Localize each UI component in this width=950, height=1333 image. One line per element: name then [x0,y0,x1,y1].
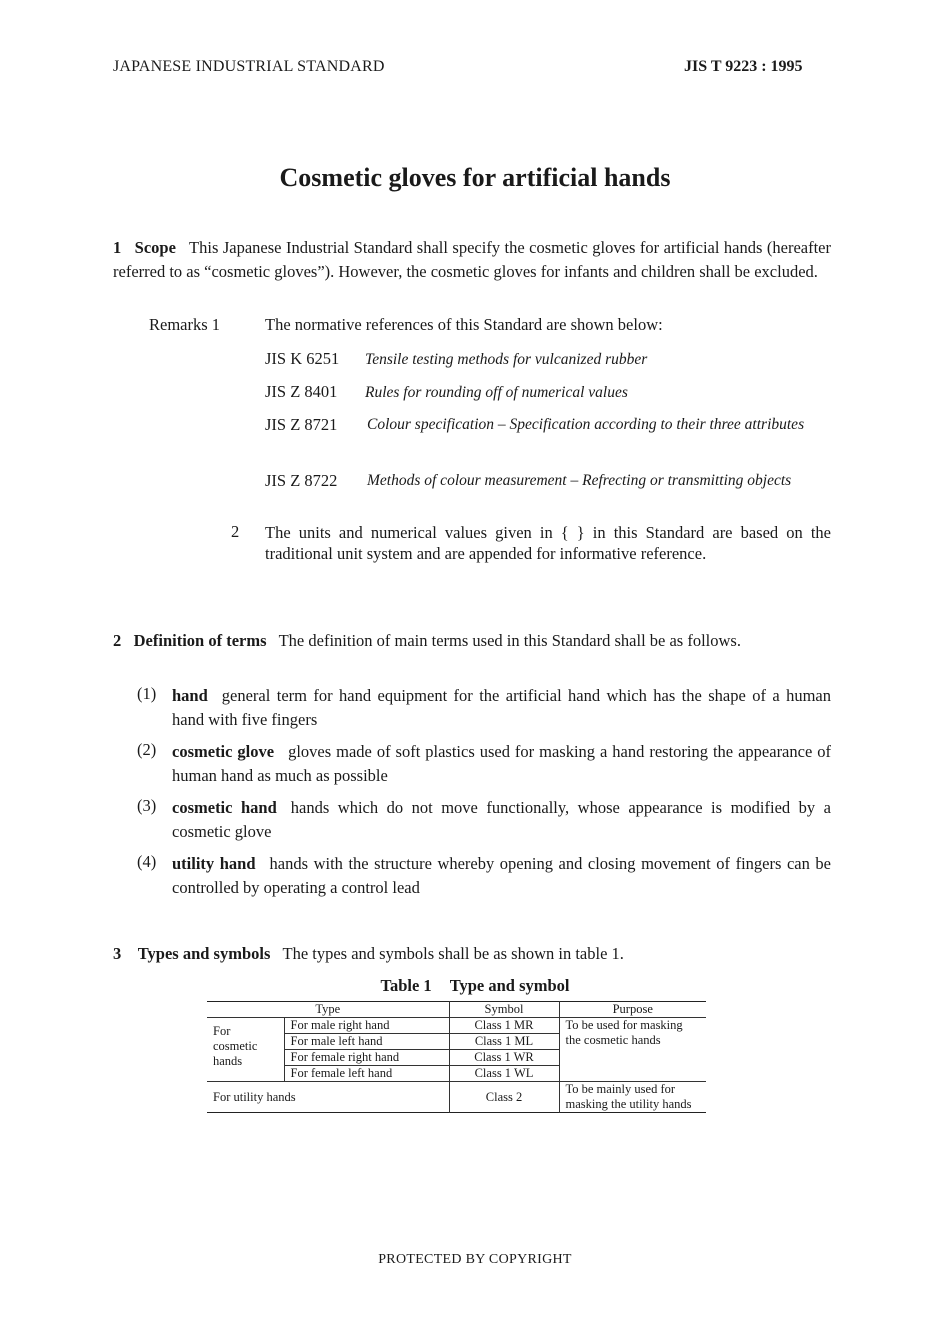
reference-code: JIS Z 8401 [265,382,338,401]
table-header-symbol: Symbol [449,1002,559,1018]
copyright-footer: PROTECTED BY COPYRIGHT [378,1252,572,1267]
reference-item [265,380,628,405]
definition-item [172,796,831,844]
definition-term: cosmetic hand [172,798,277,817]
header-standard-number: JIS T 9223 : 1995 [684,58,803,75]
table-caption-label: Table 1 [380,976,432,995]
table-cell-purpose: To be used for masking the cosmetic hands [559,1018,706,1082]
table-row [207,1018,706,1034]
section-text: This Japanese Industrial Standard shall specify the cosmetic gloves for artificial hands (hereafter referred to as “cosmetic gloves”). However, the cosmetic gloves for infants and children shall be excluded. [113,238,831,281]
table-cell-type: For female right hand [284,1050,449,1066]
reference-title: Colour specification – Specification according to their three attributes [367,416,805,433]
reference-title: Tensile testing methods for vulcanized rubber [365,351,648,368]
definition-text: general term for hand equipment for the artificial hand which has the shape of a human hand with five fingers [172,686,831,729]
definition-text: gloves made of soft plastics used for masking a hand restoring the appearance of human hand as much as possible [172,742,831,785]
table-cell-purpose: To be mainly used for masking the utility hands [565,1082,692,1111]
definition-text: hands which do not move functionally, whose appearance is modified by a cosmetic glove [172,798,831,841]
remark-2-number: 2 [231,522,240,541]
type-symbol-table [207,1001,706,1113]
remark-2-text: The units and numerical values given in { } in this Standard are based on the traditional unit system and are appended for informative reference. [265,523,831,563]
table-row [207,1082,706,1113]
remark-1-text: The normative references of this Standard are shown below: [265,315,663,334]
definition-term: utility hand [172,854,256,873]
table-cell-symbol: Class 1 MR [449,1018,559,1034]
header-standard-name: JAPANESE INDUSTRIAL STANDARD [113,58,385,75]
table-header-purpose: Purpose [559,1002,706,1018]
section-text: The types and symbols shall be as shown in table 1. [282,944,624,963]
definition-item [172,740,831,788]
table-cell-type: For male left hand [284,1034,449,1050]
definition-number: (2) [137,740,157,759]
section-heading: Types and symbols [137,944,271,963]
table-caption-title: Type and symbol [449,976,570,995]
table-cell-symbol: Class 2 [449,1082,559,1113]
remarks-label: Remarks 1 [149,315,221,334]
reference-code: JIS Z 8722 [265,471,338,490]
reference-code: JIS K 6251 [265,349,340,368]
definition-number: (4) [137,852,157,871]
section-definitions [113,629,831,653]
table-cell-type: For utility hands [207,1082,449,1113]
section-number: 1 [113,238,122,257]
reference-item [265,347,647,372]
definition-item [172,852,831,900]
definition-item [172,684,831,732]
reference-code: JIS Z 8721 [265,415,338,434]
table-cell-symbol: Class 1 WR [449,1050,559,1066]
table-cell-group: For cosmetic hands [207,1018,284,1082]
table-header-type: Type [207,1002,449,1018]
section-heading: Definition of terms [133,631,267,650]
definition-number: (3) [137,796,157,815]
section-text: The definition of main terms used in this Standard shall be as follows. [278,631,741,650]
table-cell-symbol: Class 1 ML [449,1034,559,1050]
reference-item [265,469,831,493]
section-number: 3 [113,944,122,963]
definition-number: (1) [137,684,157,703]
section-number: 2 [113,631,122,650]
definition-text: hands with the structure whereby opening and closing movement of fingers can be controlled by operating a control lead [172,854,831,897]
section-scope [113,236,831,284]
section-heading: Scope [134,238,176,257]
table-cell-type: For female left hand [284,1066,449,1082]
reference-title: Methods of colour measurement – Refrecting or transmitting objects [367,472,792,489]
reference-item [265,413,831,437]
document-title: Cosmetic gloves for artificial hands [279,163,671,192]
section-types [113,942,831,966]
reference-title: Rules for rounding off of numerical values [365,384,628,401]
table-caption [0,976,950,996]
definition-term: hand [172,686,208,705]
table-cell-type: For male right hand [284,1018,449,1034]
table-cell-symbol: Class 1 WL [449,1066,559,1082]
definition-term: cosmetic glove [172,742,275,761]
